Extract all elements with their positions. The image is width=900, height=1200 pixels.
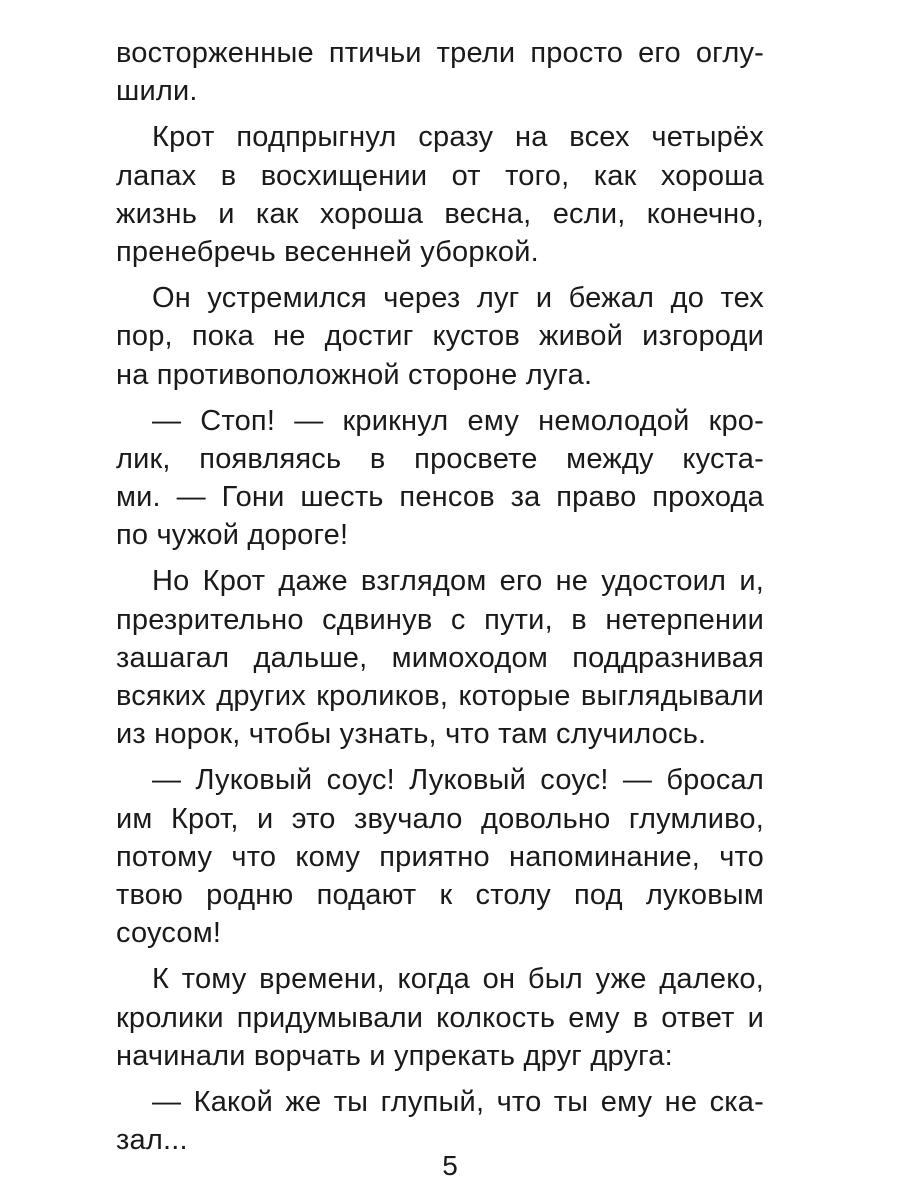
text-line: — Луковый соус! Луковый соус! — бросал	[152, 764, 764, 797]
text-line: лапах в восхищении от того, как хороша	[116, 159, 764, 192]
page-body	[116, 34, 764, 1159]
paragraph-6	[116, 761, 764, 952]
text-line: зал...	[116, 1124, 188, 1157]
text-line: твою родню подают к столу под луковым	[116, 878, 764, 911]
text-line: жизнь и как хороша весна, если, конечно,	[116, 197, 764, 230]
text-line: — Стоп! — крикнул ему немолодой кро-	[152, 404, 764, 437]
text-line: на противоположной стороне луга.	[116, 358, 593, 391]
text-line: начинали ворчать и упрекать друг друга:	[116, 1039, 673, 1072]
text-line: соусом!	[116, 917, 222, 950]
paragraph-2	[116, 118, 764, 271]
text-line: Крот подпрыгнул сразу на всех четырёх	[152, 121, 764, 154]
text-line: зашагал дальше, мимоходом поддразнивая	[116, 641, 764, 674]
text-line: пренебречь весенней уборкой.	[116, 235, 539, 268]
page-number: 5	[442, 1150, 458, 1181]
paragraph-5	[116, 562, 764, 753]
paragraph-1	[116, 34, 764, 110]
text-line: лик, появляясь в просвете между куста-	[116, 442, 764, 475]
text-line: — Какой же ты глупый, что ты ему не ска-	[152, 1085, 764, 1118]
text-line: им Крот, и это звучало довольно глумливо,	[116, 802, 764, 835]
paragraph-8	[116, 1083, 764, 1159]
text-line: презрительно сдвинув с пути, в нетерпении	[116, 603, 764, 636]
text-line: ми. — Гони шесть пенсов за право прохода	[116, 481, 764, 514]
text-line: К тому времени, когда он был уже далеко,	[152, 963, 764, 996]
text-line: пор, пока не достиг кустов живой изгороди	[116, 320, 764, 353]
text-line: шили.	[116, 75, 198, 108]
paragraph-4	[116, 402, 764, 555]
text-line: восторженные птичьи трели просто его оглу-	[116, 37, 764, 69]
text-line: Он устремился через луг и бежал до тех	[152, 282, 764, 315]
paragraph-7	[116, 960, 764, 1075]
text-line: по чужой дороге!	[116, 519, 349, 552]
text-line: кролики придумывали колкость ему в ответ и	[116, 1001, 764, 1034]
text-line: Но Крот даже взглядом его не удостоил и,	[152, 565, 764, 598]
text-line: потому что кому приятно напоминание, что	[116, 840, 764, 873]
text-line: всяких других кроликов, которые выглядывали	[116, 680, 764, 712]
paragraph-3	[116, 279, 764, 394]
text-line: из норок, чтобы узнать, что там случилось.	[116, 718, 707, 751]
